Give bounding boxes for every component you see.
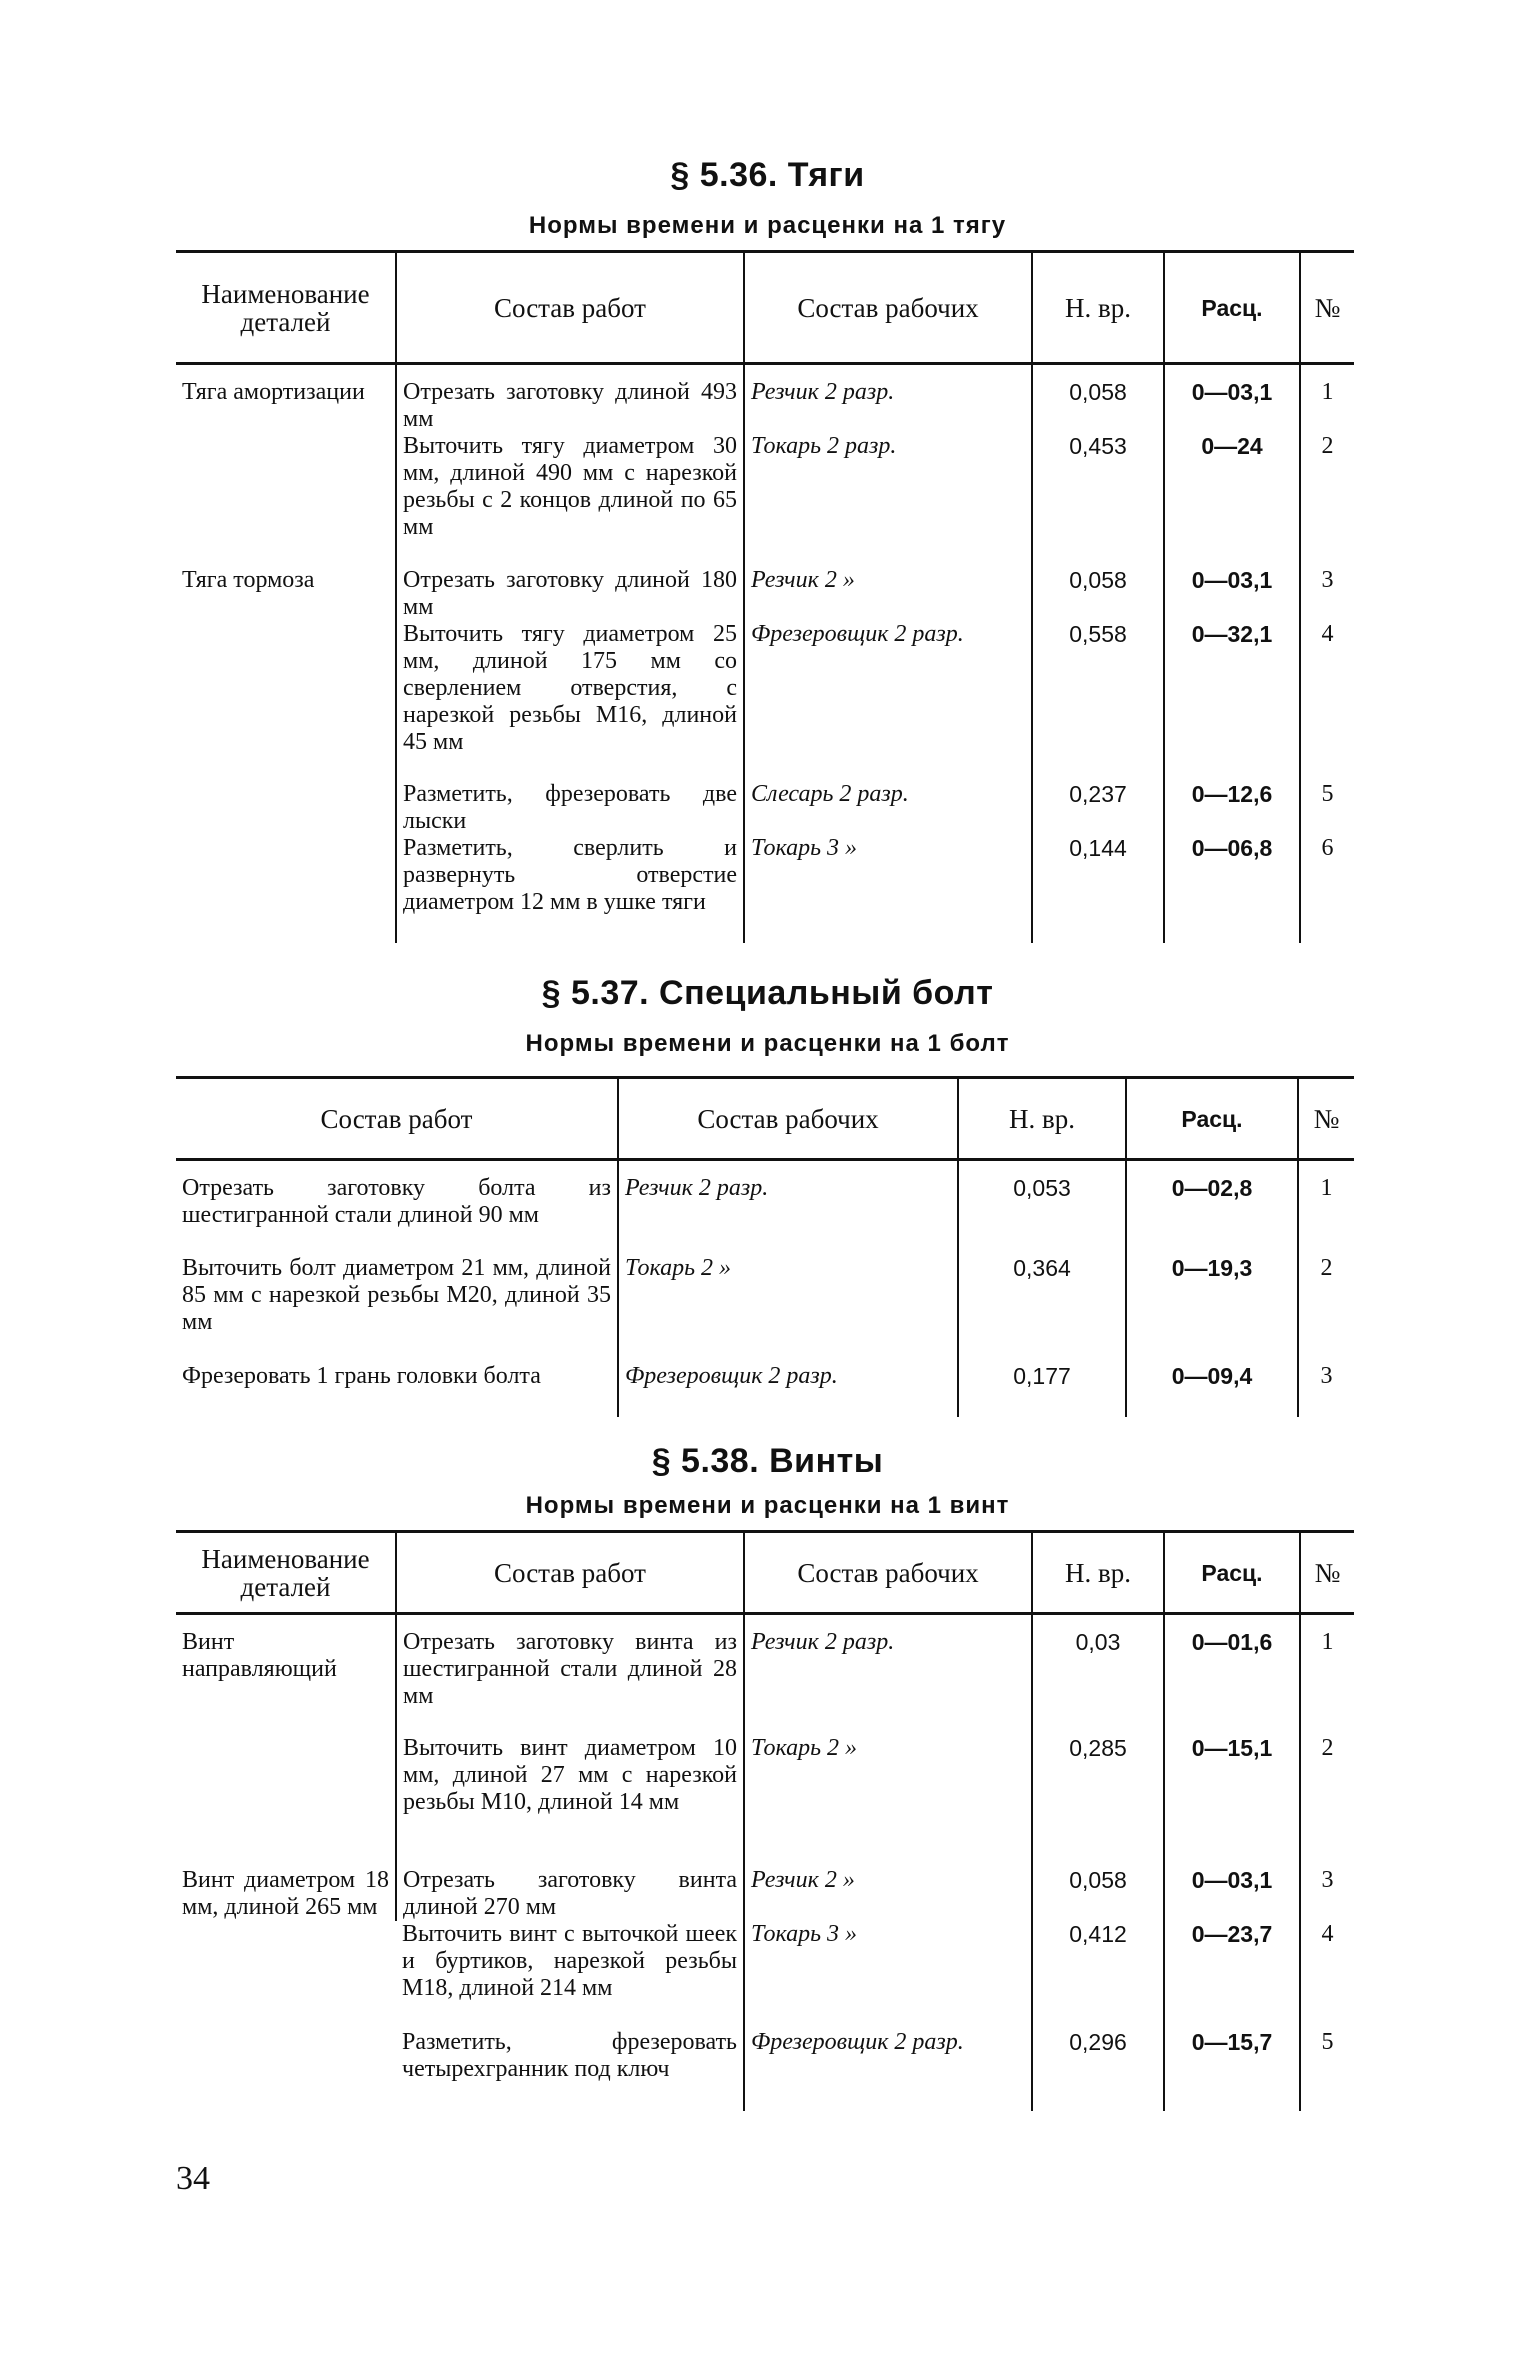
time-norm: 0,296 bbox=[1032, 2029, 1164, 2111]
worker: Токарь 3 » bbox=[744, 835, 1032, 943]
time-norm: 0,144 bbox=[1032, 835, 1164, 943]
rate: 0—09,4 bbox=[1126, 1363, 1298, 1417]
norms-table-screws bbox=[176, 1530, 1354, 2111]
work-description: Выточить тягу диаметром 25 мм, длиной 175 мм со сверлением отверстия, с нарезкой резьбы М16, длиной 45 мм bbox=[396, 621, 744, 781]
header-part: Наименование деталей bbox=[176, 1532, 396, 1614]
worker: Резчик 2 разр. bbox=[618, 1175, 958, 1255]
work-description: Отрезать заготовку винта из шестигранной стали длиной 28 мм bbox=[396, 1629, 744, 1735]
work-description: Отрезать заготовку длиной 180 мм bbox=[396, 567, 744, 621]
time-norm: 0,058 bbox=[1032, 1867, 1164, 1921]
table-row bbox=[176, 1363, 1354, 1417]
worker: Фрезеровщик 2 разр. bbox=[744, 2029, 1032, 2111]
row-number: 6 bbox=[1300, 835, 1354, 943]
section-subtitle: Нормы времени и расценки на 1 болт bbox=[525, 1030, 1010, 1057]
header-part: Наименование деталей bbox=[176, 252, 396, 364]
header-norm: Н. вр. bbox=[1032, 252, 1164, 364]
work-description: Разметить, фрезеровать две лыски bbox=[396, 781, 744, 835]
header-worker: Состав рабочих bbox=[744, 1532, 1032, 1614]
row-number: 3 bbox=[1300, 567, 1354, 621]
row-number: 5 bbox=[1300, 781, 1354, 835]
row-number: 4 bbox=[1300, 1921, 1354, 2029]
header-work: Состав работ bbox=[396, 252, 744, 364]
rate: 0—02,8 bbox=[1126, 1175, 1298, 1255]
row-number: 3 bbox=[1300, 1867, 1354, 1921]
row-number: 2 bbox=[1298, 1255, 1354, 1363]
table-row bbox=[176, 1867, 1354, 1921]
row-number: 1 bbox=[1300, 1629, 1354, 1735]
rate: 0—32,1 bbox=[1164, 621, 1300, 781]
header-no: № bbox=[1300, 1532, 1354, 1614]
header-work: Состав работ bbox=[176, 1078, 618, 1160]
worker: Резчик 2 » bbox=[744, 1867, 1032, 1921]
table-row bbox=[176, 1629, 1354, 1735]
rate: 0—06,8 bbox=[1164, 835, 1300, 943]
row-number: 2 bbox=[1300, 433, 1354, 567]
table-row bbox=[176, 567, 1354, 621]
table-row bbox=[176, 781, 1354, 835]
rate: 0—15,7 bbox=[1164, 2029, 1300, 2111]
time-norm: 0,053 bbox=[958, 1175, 1126, 1255]
rate: 0—03,1 bbox=[1164, 567, 1300, 621]
header-norm: Н. вр. bbox=[1032, 1532, 1164, 1614]
header-rate: Расц. bbox=[1164, 1532, 1300, 1614]
part-name bbox=[176, 433, 396, 567]
worker: Слесарь 2 разр. bbox=[744, 781, 1032, 835]
row-number: 3 bbox=[1298, 1363, 1354, 1417]
time-norm: 0,285 bbox=[1032, 1735, 1164, 1867]
work-description: Выточить тягу диаметром 30 мм, длиной 490 мм с нарезкой резьбы с 2 концов длиной по 65 мм bbox=[396, 433, 744, 567]
worker: Токарь 2 разр. bbox=[744, 433, 1032, 567]
section-subtitle: Нормы времени и расценки на 1 тягу bbox=[528, 212, 1007, 239]
header-no: № bbox=[1300, 252, 1354, 364]
worker: Фрезеровщик 2 разр. bbox=[744, 621, 1032, 781]
part-name: Тяга тормоза bbox=[182, 567, 315, 593]
worker: Фрезеровщик 2 разр. bbox=[618, 1363, 958, 1417]
work-description: Отрезать заготовку длиной 493 мм bbox=[396, 379, 744, 433]
work-description: Выточить винт с выточкой шеек и буртиков, нарезкой резьбы М18, длиной 214 мм bbox=[402, 1921, 737, 2001]
section-title: § 5.37. Специальный болт bbox=[541, 974, 994, 1012]
table-row bbox=[176, 379, 1354, 433]
work-description: Разметить, сверлить и развернуть отверстие диаметром 12 мм в ушке тяги bbox=[396, 835, 744, 943]
header-worker: Состав рабочих bbox=[618, 1078, 958, 1160]
work-description: Разметить, фрезеровать четырехгранник под ключ bbox=[402, 2029, 737, 2082]
row-number: 1 bbox=[1300, 379, 1354, 433]
section-title: § 5.38. Винты bbox=[651, 1442, 884, 1480]
rate: 0—24 bbox=[1164, 433, 1300, 567]
time-norm: 0,03 bbox=[1032, 1629, 1164, 1735]
header-rate: Расц. bbox=[1126, 1078, 1298, 1160]
row-number: 2 bbox=[1300, 1735, 1354, 1867]
table-row bbox=[176, 1175, 1354, 1255]
table-row bbox=[176, 835, 1354, 943]
part-name bbox=[176, 835, 396, 943]
part-name: Винт направляющий bbox=[182, 1629, 337, 1682]
header-worker: Состав рабочих bbox=[744, 252, 1032, 364]
page-number: 34 bbox=[176, 2160, 210, 2197]
part-name bbox=[176, 621, 396, 781]
work-description: Отрезать заготовку болта из шестигранной стали длиной 90 мм bbox=[182, 1175, 611, 1228]
worker: Токарь 2 » bbox=[618, 1255, 958, 1363]
time-norm: 0,364 bbox=[958, 1255, 1126, 1363]
rate: 0—03,1 bbox=[1164, 379, 1300, 433]
section-title: § 5.36. Тяги bbox=[670, 156, 865, 194]
part-name: Тяга амортизации bbox=[182, 379, 365, 405]
work-description: Выточить винт диаметром 10 мм, длиной 27 мм с нарезкой резьбы М10, длиной 14 мм bbox=[396, 1735, 744, 1867]
table-row bbox=[176, 1735, 1354, 1867]
work-description: Отрезать заготовку винта длиной 270 мм bbox=[396, 1867, 744, 1921]
work-description: Фрезеровать 1 грань головки болта bbox=[182, 1363, 541, 1389]
worker: Резчик 2 разр. bbox=[744, 1629, 1032, 1735]
worker: Токарь 2 » bbox=[744, 1735, 1032, 1867]
time-norm: 0,558 bbox=[1032, 621, 1164, 781]
worker: Резчик 2 » bbox=[744, 567, 1032, 621]
header-rate: Расц. bbox=[1164, 252, 1300, 364]
row-number: 4 bbox=[1300, 621, 1354, 781]
table-row bbox=[176, 621, 1354, 781]
rate: 0—12,6 bbox=[1164, 781, 1300, 835]
time-norm: 0,058 bbox=[1032, 567, 1164, 621]
table-row bbox=[176, 433, 1354, 567]
table-row bbox=[176, 1255, 1354, 1363]
rate: 0—19,3 bbox=[1126, 1255, 1298, 1363]
rate: 0—01,6 bbox=[1164, 1629, 1300, 1735]
header-work: Состав работ bbox=[396, 1532, 744, 1614]
norms-table-rods bbox=[176, 250, 1354, 943]
norms-table-bolt bbox=[176, 1076, 1354, 1417]
worker: Резчик 2 разр. bbox=[744, 379, 1032, 433]
time-norm: 0,453 bbox=[1032, 433, 1164, 567]
time-norm: 0,058 bbox=[1032, 379, 1164, 433]
time-norm: 0,412 bbox=[1032, 1921, 1164, 2029]
part-name bbox=[176, 1735, 396, 1867]
rate: 0—15,1 bbox=[1164, 1735, 1300, 1867]
section-subtitle: Нормы времени и расценки на 1 винт bbox=[525, 1492, 1010, 1519]
header-no: № bbox=[1298, 1078, 1354, 1160]
header-norm: Н. вр. bbox=[958, 1078, 1126, 1160]
worker: Токарь 3 » bbox=[744, 1921, 1032, 2029]
rate: 0—23,7 bbox=[1164, 1921, 1300, 2029]
time-norm: 0,177 bbox=[958, 1363, 1126, 1417]
time-norm: 0,237 bbox=[1032, 781, 1164, 835]
part-name: Винт диаметром 18 мм, длиной 265 мм bbox=[182, 1867, 389, 1920]
row-number: 1 bbox=[1298, 1175, 1354, 1255]
rate: 0—03,1 bbox=[1164, 1867, 1300, 1921]
part-name bbox=[176, 781, 396, 835]
row-number: 5 bbox=[1300, 2029, 1354, 2111]
work-description: Выточить болт диаметром 21 мм, длиной 85 мм с нарезкой резьбы М20, длиной 35 мм bbox=[182, 1255, 611, 1335]
